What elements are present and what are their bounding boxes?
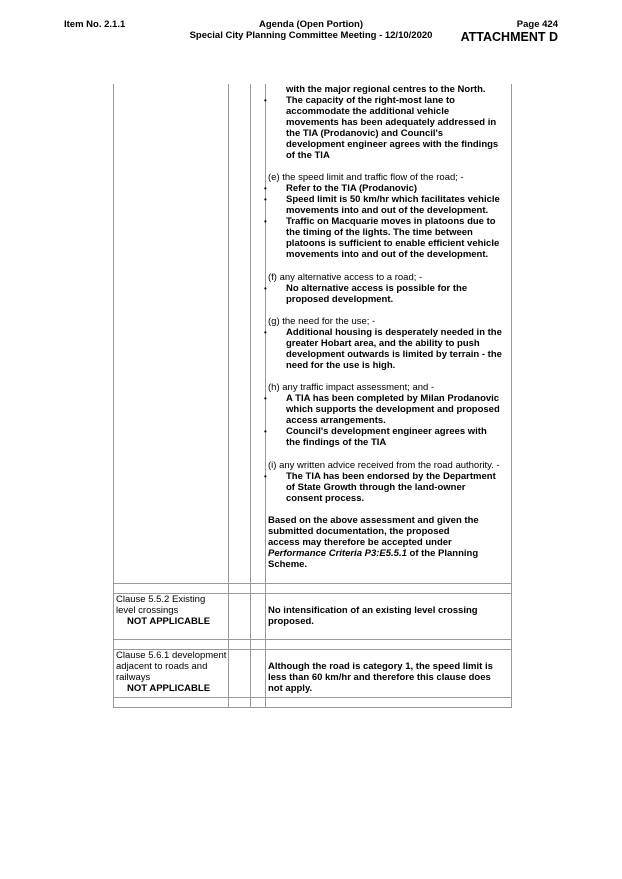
bullet-icon: • xyxy=(264,284,267,293)
text-line: development engineer agrees with the findings xyxy=(286,139,499,150)
grid-line xyxy=(228,84,229,708)
text-line: access arrangements. xyxy=(286,415,386,426)
bullet-icon: • xyxy=(264,427,267,436)
grid-line xyxy=(113,84,114,708)
text-line: Refer to the TIA (Prodanovic) xyxy=(286,183,418,194)
bullet-icon: • xyxy=(264,195,267,204)
assessment-text: less than 60 km/hr and therefore this clause does xyxy=(268,672,491,683)
text-line: development outwards is limited by terrain - the xyxy=(286,349,502,360)
text-line: of State Growth through the land-owner xyxy=(286,482,466,493)
text-line: greater Hobart area, and the ability to push xyxy=(286,338,480,349)
grid-line xyxy=(511,84,512,708)
attachment-label: ATTACHMENT D xyxy=(460,30,558,44)
text-line: A TIA has been completed by Milan Prodanovic xyxy=(286,393,500,404)
agenda-title: Agenda (Open Portion) xyxy=(259,19,363,30)
text-line: movements into and out of the development. xyxy=(286,205,489,216)
text-line: consent process. xyxy=(286,493,365,504)
text-line: the timing of the lights. The time between xyxy=(286,227,473,238)
text-line: Scheme. xyxy=(268,559,308,570)
text-line: with the major regional centres to the North. xyxy=(286,84,486,95)
text-line: the findings of the TIA xyxy=(286,437,387,448)
criterion-label: (e) the speed limit and traffic flow of the road; - xyxy=(268,172,464,183)
item-number: Item No. 2.1.1 xyxy=(64,19,126,30)
text-line: Speed limit is 50 km/hr which facilitates vehicle xyxy=(286,194,500,205)
clause-title: level crossings xyxy=(116,605,179,616)
bullet-icon: • xyxy=(264,217,267,226)
bullet-icon: • xyxy=(264,472,267,481)
text-line: access may therefore be accepted under xyxy=(268,537,452,548)
text-line: movements has been adequately addressed in xyxy=(286,117,497,128)
text-line: Additional housing is desperately needed in the xyxy=(286,327,502,338)
clause-title: Clause 5.6.1 development xyxy=(116,650,227,661)
grid-line xyxy=(113,707,511,708)
text-line: the TIA (Prodanovic) and Council's xyxy=(286,128,444,139)
clause-title: Clause 5.5.2 Existing xyxy=(116,594,206,605)
assessment-text: No intensification of an existing level crossing xyxy=(268,605,478,616)
criterion-label: (f) any alternative access to a road; - xyxy=(268,272,423,283)
text-line: movements into and out of the development. xyxy=(286,249,489,260)
bullet-icon: • xyxy=(264,394,267,403)
grid-line xyxy=(113,583,511,584)
criteria-reference: Performance Criteria P3:E5.5.1 xyxy=(268,548,407,559)
clause-title: adjacent to roads and xyxy=(116,661,208,672)
page-info xyxy=(461,19,558,44)
text-line: proposed development. xyxy=(286,294,394,305)
grid-line xyxy=(250,84,251,708)
text-line: which supports the development and proposed xyxy=(286,404,500,415)
criterion-label: (h) any traffic impact assessment; and - xyxy=(268,382,435,393)
bullet-icon: • xyxy=(264,184,267,193)
text-line: accommodate the additional vehicle xyxy=(286,106,450,117)
bullet-icon: • xyxy=(264,328,267,337)
text-line: need for the use is high. xyxy=(286,360,396,371)
meeting-title: Special City Planning Committee Meeting - 12/10/2020 xyxy=(189,30,433,41)
grid-line xyxy=(113,697,511,698)
text-fragment: of the Planning xyxy=(406,548,479,559)
text-line: Council's development engineer agrees with xyxy=(286,426,487,437)
text-line: of the TIA xyxy=(286,150,330,161)
criterion-label: (g) the need for the use; - xyxy=(268,316,376,327)
text-line: Based on the above assessment and given the xyxy=(268,515,479,526)
text-line: No alternative access is possible for the xyxy=(286,283,468,294)
assessment-text: not apply. xyxy=(268,683,313,694)
text-line: The TIA has been endorsed by the Department xyxy=(286,471,496,482)
text-line: The capacity of the right-most lane to xyxy=(286,95,455,106)
assessment-text: proposed. xyxy=(268,616,314,627)
page-number: Page 424 xyxy=(516,19,558,30)
assessment-text: Although the road is category 1, the speed limit is xyxy=(268,661,493,672)
text-line: Traffic on Macquarie moves in platoons due to xyxy=(286,216,496,227)
text-line: platoons is sufficient to enable efficient vehicle xyxy=(286,238,500,249)
status-label: NOT APPLICABLE xyxy=(127,616,211,627)
text-line: submitted documentation, the proposed xyxy=(268,526,450,537)
criterion-label: (i) any written advice received from the road authority. - xyxy=(268,460,500,471)
bullet-icon: • xyxy=(264,96,267,105)
clause-title: railways xyxy=(116,672,151,683)
grid-line xyxy=(113,639,511,640)
status-label: NOT APPLICABLE xyxy=(127,683,211,694)
